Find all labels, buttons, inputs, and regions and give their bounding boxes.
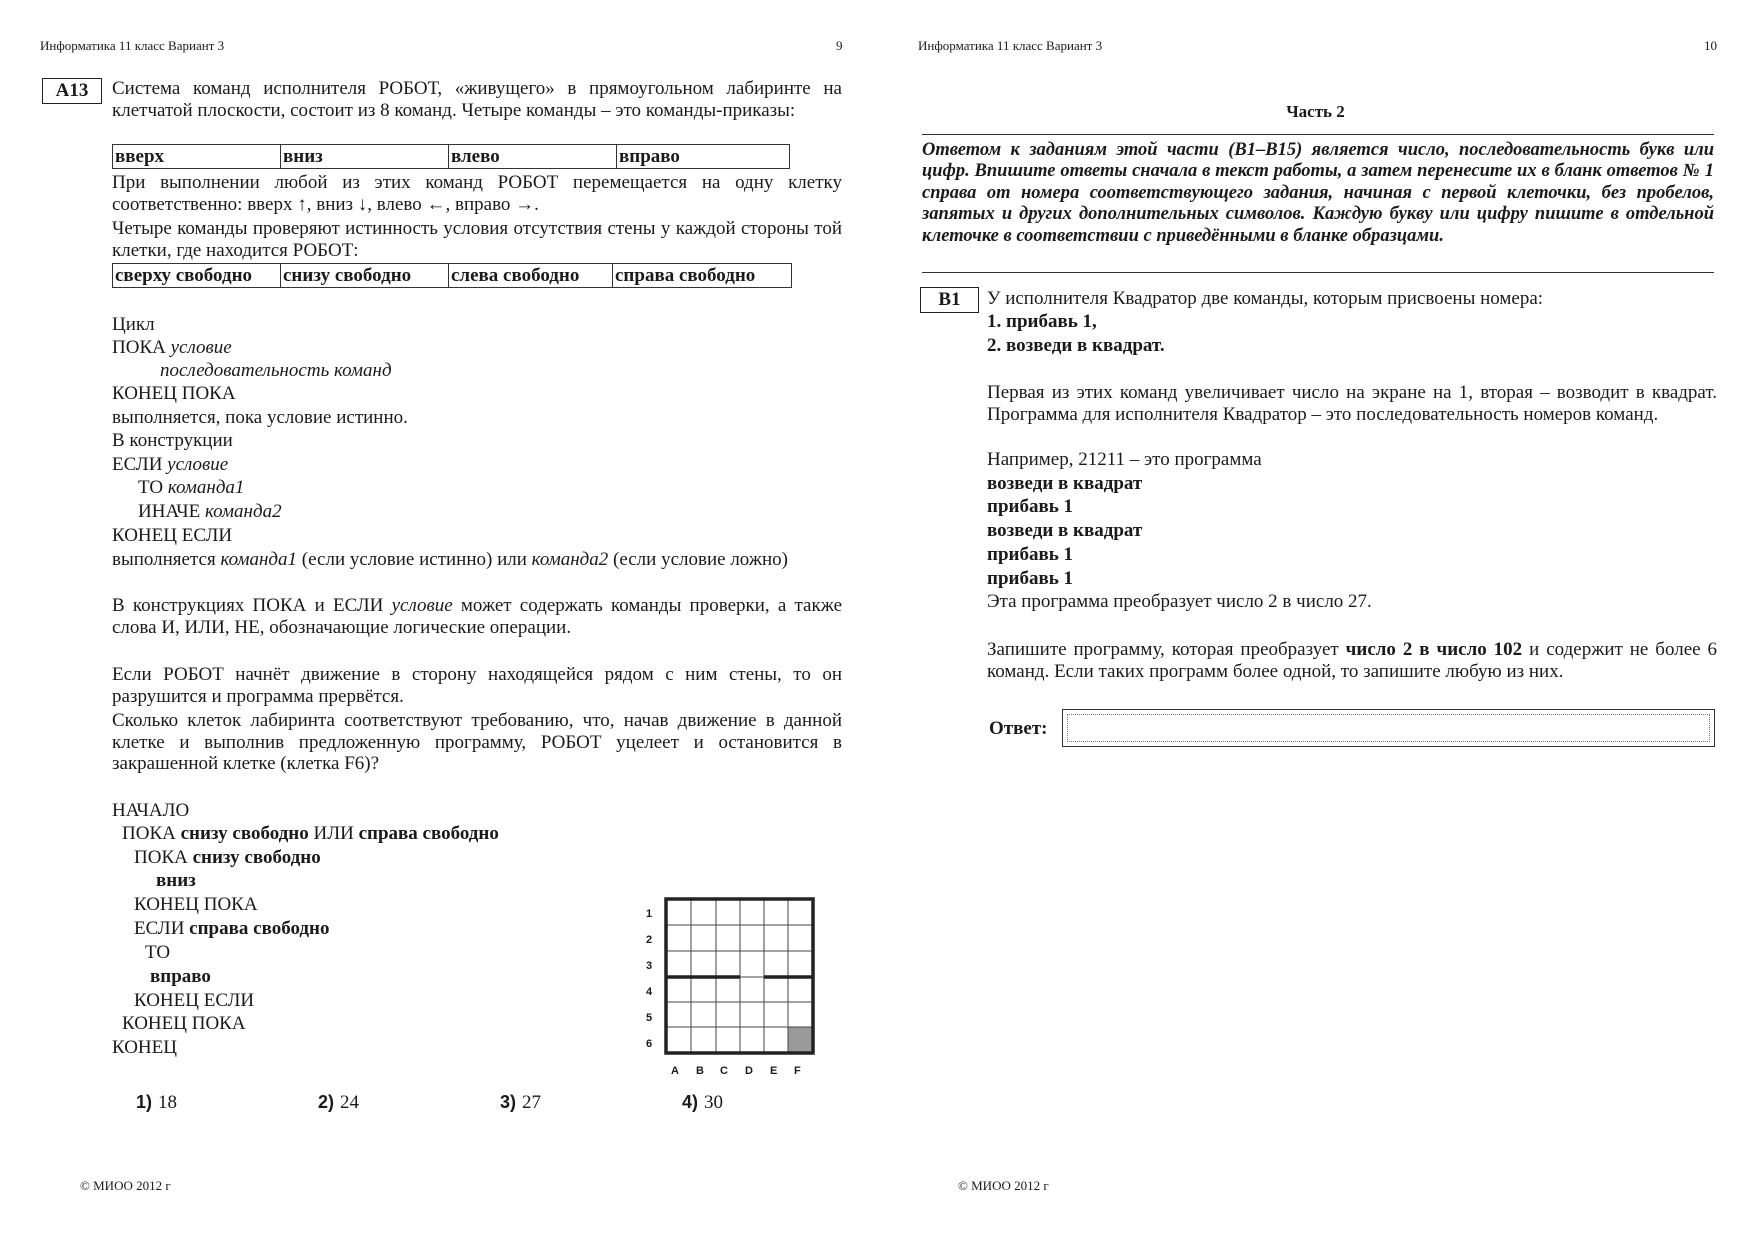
answer-label: Ответ: <box>989 718 1048 739</box>
answer-option-4[interactable]: 4) 30 <box>682 1092 724 1113</box>
shaded-cell-f6 <box>788 1027 813 1053</box>
row-label: 6 <box>646 1038 653 1050</box>
page-header: Информатика 11 класс Вариант 3 <box>40 38 225 53</box>
page-number: 9 <box>836 38 843 53</box>
b1-example-step: прибавь 1 <box>987 544 1074 565</box>
order-cmd-cell: влево <box>449 145 617 169</box>
row-label: 3 <box>646 960 653 972</box>
order-cmd-cell: вправо <box>617 145 790 169</box>
b1-example-step: прибавь 1 <box>987 568 1074 589</box>
order-commands-table <box>112 144 790 169</box>
row-label: 5 <box>646 1012 653 1024</box>
answer-option-3[interactable]: 3) 27 <box>500 1092 542 1113</box>
program-line: ЕСЛИ справа свободно <box>134 918 330 939</box>
program-line: КОНЕЦ ПОКА <box>122 1013 246 1034</box>
divider <box>922 134 1714 135</box>
order-cmd-cell: вниз <box>281 145 449 169</box>
program-line: КОНЕЦ ЕСЛИ <box>134 990 255 1011</box>
program-line: ПОКА снизу свободно ИЛИ справа свободно <box>122 823 499 844</box>
syntax-line: ЕСЛИ условие <box>112 454 229 475</box>
labyrinth-grid <box>662 896 818 1058</box>
order-cmd-cell: вверх <box>113 145 281 169</box>
answer-option-2[interactable]: 2) 24 <box>318 1092 360 1113</box>
page-number: 10 <box>1704 38 1717 53</box>
labyrinth <box>640 890 820 1080</box>
syntax-line: выполняется, пока условие истинно. <box>112 407 408 428</box>
check-intro: Четыре команды проверяют истинность условия отсутствия стены у каждой стороны той клетки, где находится РОБОТ: <box>112 218 842 261</box>
page-footer: © МИОО 2012 г <box>80 1178 171 1193</box>
col-label: F <box>794 1065 801 1077</box>
program-line: вниз <box>156 870 196 891</box>
check-commands-table <box>112 263 792 288</box>
b1-example-step: прибавь 1 <box>987 496 1074 517</box>
syntax-line: В конструкции <box>112 430 233 451</box>
syntax-line: ИНАЧЕ команда2 <box>138 501 282 522</box>
task-number-badge: B1 <box>920 287 979 313</box>
row-label: 2 <box>646 934 653 946</box>
constructs-description: В конструкциях ПОКА и ЕСЛИ условие может содержать команды проверки, а также слова И, ИЛИ, НЕ, обозначающие логические операции. <box>112 595 843 638</box>
divider <box>922 272 1714 273</box>
program-line: вправо <box>150 966 211 987</box>
part-instructions: Ответом к заданиям этой части (В1–В15) является число, последовательность букв или цифр. Впишите ответы сначала в текст работы, а затем перенесите их в бланк ответов № 1 справа от номера соответствующего задания, начиная с первой клеточки, без пробелов, запятых и других дополнительных символов. Каждую букву или цифру пишите в отдельной клеточке в соответствии с приведёнными в бланке образцами. <box>922 140 1714 246</box>
syntax-line: ТО команда1 <box>138 477 245 498</box>
syntax-line: Цикл <box>112 314 155 335</box>
task-intro: Система команд исполнителя РОБОТ, «живущего» в прямоугольном лабиринте на клетчатой плоскости, состоит из 8 команд. Четыре команды – это команды-приказы: <box>112 78 842 121</box>
part-title: Часть 2 <box>1286 102 1345 121</box>
b1-command-1: 1. прибавь 1, <box>987 311 1097 332</box>
syntax-line: ПОКА условие <box>112 337 232 358</box>
page-header: Информатика 11 класс Вариант 3 <box>918 38 1103 53</box>
syntax-line: КОНЕЦ ЕСЛИ <box>112 525 233 546</box>
row-label: 4 <box>646 986 653 998</box>
move-description-line: При выполнении любой из этих команд РОБОТ перемещается на одну клетку <box>112 172 842 193</box>
page-footer: © МИОО 2012 г <box>958 1178 1049 1193</box>
col-label: E <box>770 1065 778 1077</box>
answer-field[interactable] <box>1062 709 1715 747</box>
syntax-line: КОНЕЦ ПОКА <box>112 383 236 404</box>
move-description-line: соответственно: вверх ↑, вниз ↓, влево ←, вправо →. <box>112 194 539 215</box>
task-number-badge: A13 <box>42 78 102 104</box>
check-cmd-cell: сверху свободно <box>113 264 281 288</box>
b1-example: Например, 21211 – это программа <box>987 449 1262 470</box>
program-line: ПОКА снизу свободно <box>134 847 321 868</box>
question-text: Сколько клеток лабиринта соответствуют требованию, что, начав движение в данной клетке и выполнив предложенную программу, РОБОТ уцелеет и остановится в закрашенной клетке (клетка F6)? <box>112 710 842 774</box>
row-label: 1 <box>646 908 653 920</box>
b1-description: Первая из этих команд увеличивает число на экране на 1, вторая – возводит в квадрат. Программа для исполнителя Квадратор – это последовательность номеров команд. <box>987 382 1717 425</box>
b1-question: Запишите программу, которая преобразует число 2 в число 102 и содержит не более 6 команд. Если таких программ более одной, то запишите любую из них. <box>987 639 1717 682</box>
b1-example-step: возведи в квадрат <box>987 520 1143 541</box>
check-cmd-cell: слева свободно <box>449 264 613 288</box>
b1-intro: У исполнителя Квадратор две команды, которым присвоены номера: <box>987 288 1544 309</box>
check-cmd-cell: снизу свободно <box>281 264 449 288</box>
b1-example-step: возведи в квадрат <box>987 473 1143 494</box>
syntax-line: последовательность команд <box>160 360 392 381</box>
program-line: ТО <box>145 942 171 963</box>
program-line: КОНЕЦ <box>112 1037 177 1058</box>
warning-text: Если РОБОТ начнёт движение в сторону находящейся рядом с ним стены, то он разрушится и программа прервётся. <box>112 664 842 707</box>
if-description: выполняется команда1 (если условие истинно) или команда2 (если условие ложно) <box>112 549 788 570</box>
b1-command-2: 2. возведи в квадрат. <box>987 335 1165 356</box>
col-label: B <box>696 1065 704 1077</box>
right-page <box>877 0 1754 1239</box>
program-line: НАЧАЛО <box>112 800 190 821</box>
answer-option-1[interactable]: 1) 18 <box>136 1092 178 1113</box>
col-label: A <box>671 1065 679 1077</box>
program-line: КОНЕЦ ПОКА <box>134 894 258 915</box>
col-label: C <box>720 1065 728 1077</box>
b1-example-result: Эта программа преобразует число 2 в число 27. <box>987 591 1372 612</box>
check-cmd-cell: справа свободно <box>613 264 792 288</box>
col-label: D <box>745 1065 753 1077</box>
